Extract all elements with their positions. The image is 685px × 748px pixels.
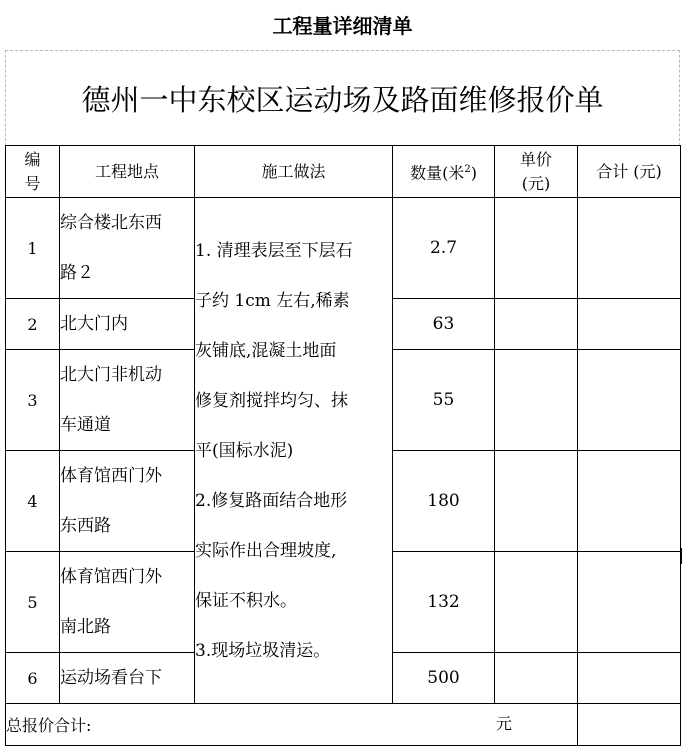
- row-total: [578, 552, 681, 653]
- row-location: [60, 451, 195, 552]
- row-unit-price: [495, 350, 578, 451]
- row-no: 4: [6, 451, 60, 552]
- header-unit-price-line2: (元): [521, 173, 551, 193]
- grand-total-cell: [578, 704, 681, 746]
- method-line: 修复剂搅拌均匀、抹: [195, 390, 348, 411]
- header-quantity: [393, 146, 495, 198]
- row-unit-price: [495, 552, 578, 653]
- row-location: [60, 653, 195, 704]
- row-no: 1: [6, 198, 60, 299]
- header-no: [6, 146, 60, 198]
- row-location-line: 路２: [60, 263, 94, 283]
- row-no: 3: [6, 350, 60, 451]
- row-location: [60, 350, 195, 451]
- row-quantity: 63: [393, 299, 495, 350]
- row-location-line: 车通道: [60, 415, 111, 435]
- construction-method: [195, 198, 393, 704]
- row-no: 5: [6, 552, 60, 653]
- method-line: 平(国标水泥): [195, 440, 294, 461]
- header-unit-price: [495, 146, 578, 198]
- row-location-line: 东西路: [60, 516, 111, 536]
- total-label: 总报价合计:: [6, 704, 578, 746]
- row-total: [578, 653, 681, 704]
- row-location-line: 北大门内: [60, 314, 128, 334]
- row-total: [578, 350, 681, 451]
- row-quantity: 132: [393, 552, 495, 653]
- total-unit: 元: [496, 714, 513, 733]
- header-method: 施工做法: [195, 146, 393, 198]
- row-quantity: 500: [393, 653, 495, 704]
- row-quantity: 180: [393, 451, 495, 552]
- row-no: 2: [6, 299, 60, 350]
- row-location: [60, 198, 195, 299]
- row-total: [578, 198, 681, 299]
- row-quantity: 55: [393, 350, 495, 451]
- edge-mark: [681, 548, 682, 564]
- row-unit-price: [495, 299, 578, 350]
- method-line: 实际作出合理坡度,: [195, 540, 337, 561]
- row-unit-price: [495, 198, 578, 299]
- row-location: [60, 299, 195, 350]
- row-location-line: 体育馆西门外: [60, 466, 162, 486]
- row-unit-price: [495, 451, 578, 552]
- total-row: [6, 704, 681, 746]
- method-line: 子约 1cm 左右,稀素: [195, 290, 350, 311]
- header-quantity-close: ): [470, 163, 477, 183]
- method-line: 灰铺底,混凝土地面: [195, 340, 337, 361]
- header-location: 工程地点: [60, 146, 195, 198]
- row-location-line: 南北路: [60, 617, 111, 637]
- header-no-line1: 编: [24, 149, 41, 169]
- method-line: 1. 清理表层至下层石: [195, 240, 353, 261]
- method-line: 保证不积水。: [195, 590, 297, 611]
- row-location-line: 运动场看台下: [60, 668, 162, 688]
- row-location-line: 体育馆西门外: [60, 567, 162, 587]
- table-row: [6, 198, 681, 299]
- quote-title: 德州一中东校区运动场及路面维修报价单: [81, 83, 604, 117]
- row-quantity: 2.7: [393, 198, 495, 299]
- row-total: [578, 299, 681, 350]
- header-total: 合计 (元): [578, 146, 681, 198]
- row-total: [578, 451, 681, 552]
- row-location: [60, 552, 195, 653]
- method-line: 2.修复路面结合地形: [195, 490, 348, 511]
- header-row: [6, 146, 681, 198]
- header-unit-price-line1: 单价: [519, 149, 552, 169]
- document-title: 工程量详细清单: [272, 14, 413, 38]
- row-unit-price: [495, 653, 578, 704]
- row-location-line: 综合楼北东西: [60, 213, 162, 233]
- method-line: 3.现场垃圾清运。: [195, 640, 331, 661]
- header-quantity-superscript: 2: [464, 163, 471, 175]
- header-quantity-label: 数量(米: [410, 163, 465, 183]
- header-no-line2: 号: [24, 173, 41, 193]
- quote-table: [5, 145, 681, 746]
- row-location-line: 北大门非机动: [60, 365, 162, 385]
- row-no: 6: [6, 653, 60, 704]
